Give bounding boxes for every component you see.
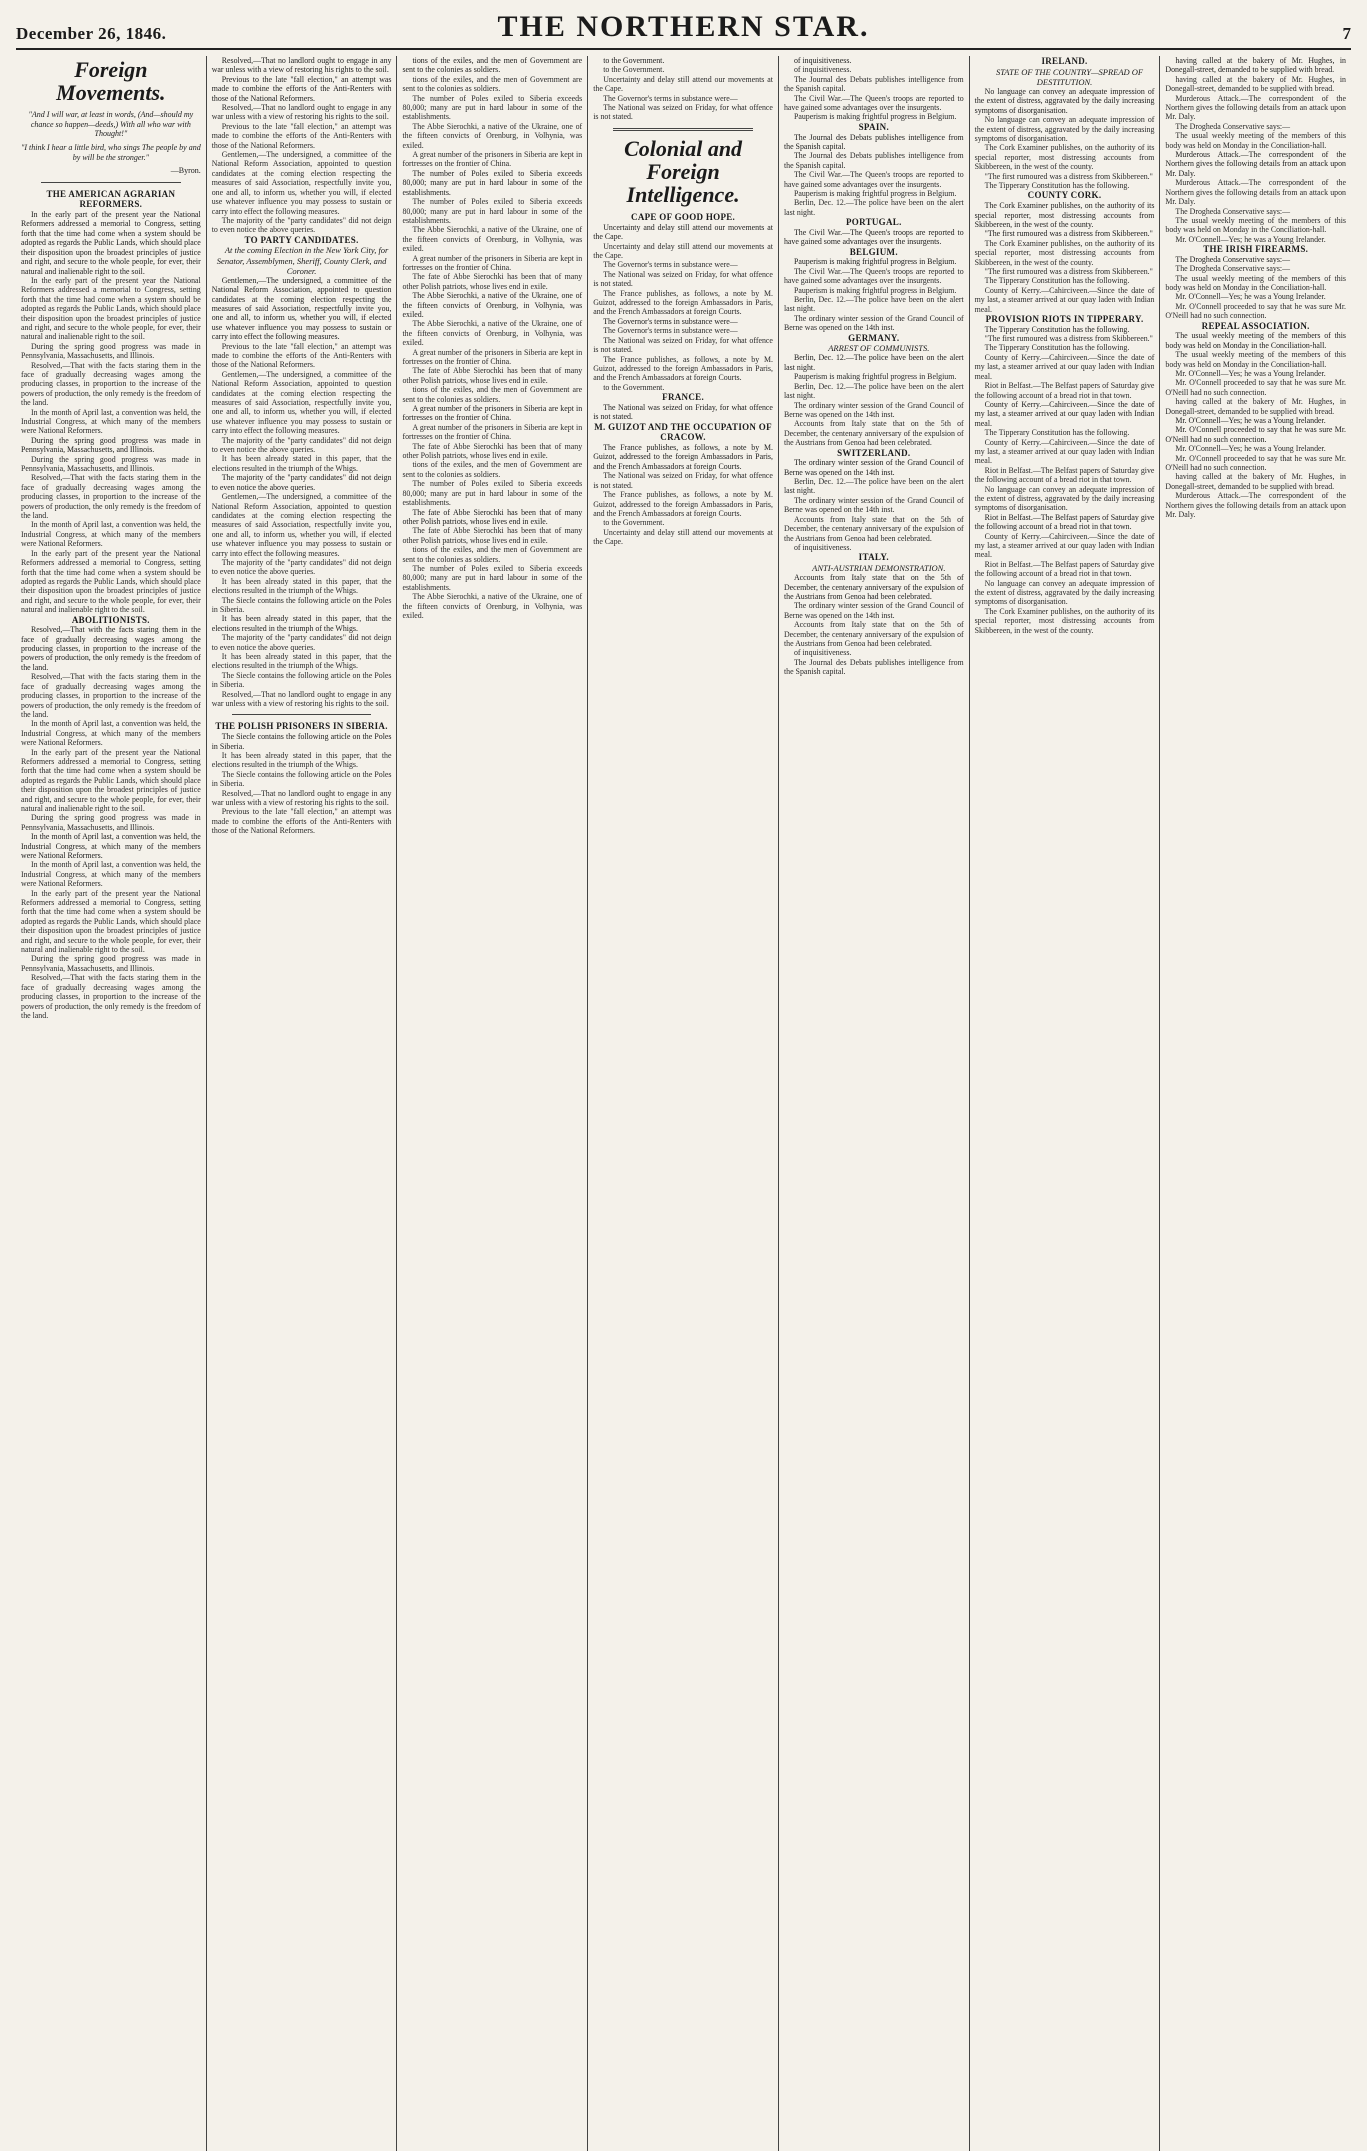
body-text-line: The ordinary winter session of the Grand Council of Berne was opened on the 14th inst. bbox=[783, 313, 964, 333]
article-paragraph: Gentlemen,—The undersigned, a committee of the National Reform Association, appointed to question candidates at the coming election respecting the measures of said Association, respectfully invite you, one and all, to inform us, whether you will, if elected use whatever influence you may possess to sustain or carry into effect the following measures. bbox=[211, 275, 392, 342]
body-text-line: In the early part of the present year the National Reformers addressed a memorial to Congress, setting forth that the time had come when a system should be adopted as regards the Public Lands, which should place their disposition upon the broadest principles of justice and right, and secure to the whole people, for ever, their natural and inalienable right to the soil. bbox=[21, 275, 201, 342]
body-text-line: The Tipperary Constitution has the following. bbox=[984, 428, 1130, 438]
body-text-line: During the spring good progress was made in Pennsylvania, Massachusetts, and Illinois. bbox=[21, 954, 201, 973]
body-text-line: Previous to the late "fall election," an attempt was made to combine the efforts of the Anti-Renters with those of the National Reformers. bbox=[211, 807, 392, 836]
article-heading: BELGIUM. bbox=[849, 246, 898, 257]
article-heading: SWITZERLAND. bbox=[837, 447, 911, 458]
article-body bbox=[212, 342, 392, 474]
body-text-line: of inquisitiveness. bbox=[793, 65, 852, 75]
body-text-line: No language can convey an adequate impression of the extent of distress, aggravated by the daily increasing symptoms of disorganisation. bbox=[974, 115, 1155, 143]
body-text-line: Gentlemen,—The undersigned, a committee of the National Reform Association, appointed to question candidates at the coming election respecting the measures of said Association, respectfully invite you, one and all, to inform us, whether you will, if elected use whatever influence you may possess to sustain or carry into effect the following measures. bbox=[211, 369, 392, 436]
column-6 bbox=[970, 56, 1161, 2151]
body-text-line: The Cork Examiner publishes, on the authority of its special reporter, most distressing accounts from Skibbereen, in the west of the county. bbox=[974, 606, 1155, 635]
article-body bbox=[784, 151, 964, 217]
columns bbox=[16, 56, 1351, 2151]
article-paragraph: The Drogheda Conservative says:— bbox=[1175, 254, 1291, 264]
body-text-line: County of Kerry.—Cahirciveen.—Since the date of my last, a steamer arrived at our quay laden with Indian meal. bbox=[974, 285, 1155, 314]
article-paragraph: Murderous Attack.—The correspondent of the Northern gives the following details from an attack upon Mr. Daly. bbox=[1165, 150, 1346, 178]
body-text-line: The number of Poles exiled to Siberia exceeds 80,000; many are put in hard labour in some of the establishments. bbox=[402, 563, 583, 592]
article-paragraph: The usual weekly meeting of the members of this body was held on Monday in the Conciliation-hall. bbox=[1165, 331, 1346, 350]
article-heading: PORTUGAL. bbox=[845, 217, 902, 228]
body-text-line: Murderous Attack.—The correspondent of the Northern gives the following details from an attack upon Mr. Daly. bbox=[1165, 178, 1346, 207]
body-text-line: County of Kerry.—Cahirciveen.—Since the date of my last, a steamer arrived at our quay laden with Indian meal. bbox=[974, 352, 1155, 381]
article-paragraph: "The first rumoured was a distress from Skibbereen." bbox=[984, 229, 1153, 239]
newspaper-title: THE NORTHERN STAR. bbox=[497, 10, 870, 43]
body-text-line: having called at the bakery of Mr. Hughes, in Donegall-street, demanded to be supplied with bread. bbox=[1165, 74, 1346, 94]
body-text-line: having called at the bakery of Mr. Hughes, in Donegall-street, demanded to be supplied with bread. bbox=[1165, 397, 1346, 416]
article-paragraph: It has been already stated in this paper, that the elections resulted in the triumph of the Whigs. bbox=[211, 614, 392, 633]
article-paragraph: The number of Poles exiled to Siberia exceeds 80,000; many are put in hard labour in some of the establishments. bbox=[402, 168, 583, 197]
body-text-line: Previous to the late "fall election," an attempt was made to combine the efforts of the Anti-Renters with those of the National Reformers. bbox=[211, 341, 392, 370]
body-text-line: The majority of the "party candidates" did not deign to even notice the above queries. bbox=[211, 435, 392, 455]
body-text-line: to the Government. bbox=[603, 65, 665, 75]
article-paragraph: Resolved,—That with the facts staring them in the face of gradually decreasing wages among the producing classes, in proportion to the increase of the powers of production, the only remedy is the freedom of the land. bbox=[21, 625, 201, 672]
body-text-line: tions of the exiles, and the men of Government are sent to the colonies as soldiers. bbox=[402, 385, 583, 404]
body-text-line: The fate of Abbe Sierochki has been that of many other Polish patriots, whose lives end in exile. bbox=[402, 272, 583, 291]
page-number: 7 bbox=[1342, 24, 1351, 43]
article-heading: IRELAND. bbox=[1041, 56, 1088, 66]
article-body bbox=[212, 633, 392, 708]
article-subtitle: ARREST OF COMMUNISTS. bbox=[828, 343, 930, 354]
article-body bbox=[402, 75, 582, 169]
body-text-line: The Journal des Debats publishes intelligence from the Spanish capital. bbox=[783, 74, 964, 94]
article-body bbox=[784, 601, 964, 676]
article-paragraph: The Siecle contains the following article on the Poles in Siberia. bbox=[211, 732, 392, 751]
body-text-line: Riot in Belfast.—The Belfast papers of Saturday give the following account of a bread riot in that town. bbox=[974, 559, 1155, 579]
article-heading: SPAIN. bbox=[858, 121, 889, 132]
article-paragraph: County of Kerry.—Cahirciveen.—Since the date of my last, a steamer arrived at our quay laden with Indian meal. bbox=[974, 399, 1155, 428]
body-text-line: The France publishes, as follows, a note by M. Guizot, addressed to the foreign Ambassadors in Paris, and the French Ambassadors at foreign Courts. bbox=[593, 288, 773, 317]
body-text-line: Resolved,—That with the facts staring them in the face of gradually decreasing wages among the producing classes, in proportion to the increase of the powers of production, the only remedy is the freedom of the land. bbox=[21, 672, 201, 719]
article-body bbox=[975, 334, 1155, 400]
body-text-line: Mr. O'Connell—Yes; he was a Young Irelander. bbox=[1175, 444, 1326, 454]
column-2 bbox=[207, 56, 398, 2151]
article-subheading: TO PARTY CANDIDATES. bbox=[244, 234, 359, 245]
article-paragraph: The France publishes, as follows, a note by M. Guizot, addressed to the foreign Ambassadors in Paris, and the French Ambassadors at foreign Courts. bbox=[593, 443, 773, 471]
body-text-line: The Abbe Sierochki, a native of the Ukraine, one of the fifteen convicts of Orenburg, in Volhynia, was exiled. bbox=[402, 319, 583, 348]
article-body bbox=[212, 492, 392, 614]
body-text-line: Murderous Attack.—The correspondent of the Northern gives the following details from an attack upon Mr. Daly. bbox=[1165, 93, 1346, 122]
column-4 bbox=[588, 56, 779, 2151]
masthead bbox=[16, 0, 1351, 50]
body-text-line: Mr. O'Connell—Yes; he was a Young Irelander. bbox=[1175, 234, 1326, 244]
article-paragraph: Mr. O'Connell proceeded to say that he was sure Mr. O'Neill had no such connection. bbox=[1165, 425, 1346, 444]
article-heading: THE IRISH FIREARMS. bbox=[1203, 244, 1309, 255]
body-text-line: "The first rumoured was a distress from Skibbereen." bbox=[984, 266, 1153, 276]
article-body bbox=[593, 326, 773, 392]
divider bbox=[41, 182, 181, 183]
body-text-line: In the early part of the present year the National Reformers addressed a memorial to Congress, setting forth that the time had come when a system should be adopted as regards the Public Lands, which should place their disposition upon the broadest principles of justice and right, and secure to the whole people, for ever, their natural and inalienable right to the soil. bbox=[21, 747, 201, 813]
body-text-line: Berlin, Dec. 12.—The police have been on the alert last night. bbox=[783, 477, 964, 496]
article-paragraph: tions of the exiles, and the men of Government are sent to the colonies as soldiers. bbox=[402, 56, 583, 75]
issue-date: December 26, 1846. bbox=[16, 24, 167, 43]
body-text-line: Uncertainty and delay still attend our movements at the Cape. bbox=[593, 241, 773, 261]
body-text-line: Resolved,—That no landlord ought to engage in any war unless with a view of restoring his rights to the soil. bbox=[211, 103, 392, 122]
body-text-line: Previous to the late "fall election," an attempt was made to combine the efforts of the Anti-Renters with those of the National Reformers. bbox=[211, 121, 392, 150]
body-text-line: The National was seized on Friday, for what offence is not stated. bbox=[593, 269, 773, 289]
article-heading: GERMANY. bbox=[848, 332, 900, 343]
article-body bbox=[593, 471, 773, 546]
body-text-line: The fate of Abbe Sierochki has been that of many other Polish patriots, whose lives end in exile. bbox=[402, 441, 583, 461]
body-text-line: In the month of April last, a convention was held, the Industrial Congress, at which many of the members were National Reformers. bbox=[21, 520, 201, 549]
article-body bbox=[784, 372, 964, 447]
article-paragraph: The Governor's terms in substance were— bbox=[603, 316, 738, 326]
article-paragraph: Pauperism is making frightful progress in Belgium. bbox=[793, 257, 957, 267]
body-text-line: The Drogheda Conservative says:— bbox=[1175, 206, 1291, 216]
body-text-line: The majority of the "party candidates" did not deign to even notice the above queries. bbox=[211, 215, 392, 235]
body-text-line: The Tipperary Constitution has the following. bbox=[984, 343, 1130, 353]
article-body bbox=[1165, 350, 1346, 416]
body-text-line: The majority of the "party candidates" did not deign to even notice the above queries. bbox=[211, 633, 392, 652]
section-heading-foreign-movements: Foreign Movements. bbox=[56, 57, 166, 106]
body-text-line: The ordinary winter session of the Grand Council of Berne was opened on the 14th inst. bbox=[783, 400, 964, 419]
body-text-line: Berlin, Dec. 12.—The police have been on the alert last night. bbox=[783, 295, 964, 314]
body-text-line: The Abbe Sierochki, a native of the Ukraine, one of the fifteen convicts of Orenburg, in Volhynia, was exiled. bbox=[402, 225, 583, 254]
article-paragraph: The Cork Examiner publishes, on the authority of its special reporter, most distressing accounts from Skibbereen, in the west of the county. bbox=[974, 201, 1155, 229]
body-text-line: Pauperism is making frightful progress in Belgium. bbox=[793, 112, 957, 122]
article-paragraph: Previous to the late "fall election," an attempt was made to combine the efforts of the Anti-Renters with those of the National Reformers. bbox=[211, 74, 392, 103]
article-body bbox=[593, 242, 773, 317]
body-text-line: Gentlemen,—The undersigned, a committee of the National Reform Association, appointed to question candidates at the coming election respecting the measures of said Association, respectfully invite you, one and all, to inform us, whether you will, if elected use whatever influence you may possess to sustain or carry into effect the following measures. bbox=[211, 150, 392, 216]
article-body bbox=[212, 751, 392, 836]
body-text-line: The fate of Abbe Sierochki has been that of many other Polish patriots, whose lives end in exile. bbox=[402, 526, 583, 545]
body-text-line: The Governor's terms in substance were— bbox=[603, 326, 738, 336]
body-text-line: Mr. O'Connell proceeded to say that he was sure Mr. O'Neill had no such connection. bbox=[1165, 378, 1346, 397]
epigraph-attribution: —Byron. bbox=[170, 166, 201, 176]
article-body bbox=[21, 455, 201, 615]
body-text-line: The Cork Examiner publishes, on the authority of its special reporter, most distressing accounts from Skibbereen, in the west of the county. bbox=[974, 143, 1155, 172]
body-text-line: The usual weekly meeting of the members of this body was held on Monday in the Conciliation-hall. bbox=[1165, 215, 1346, 235]
body-text-line: The Journal des Debats publishes intelligence from the Spanish capital. bbox=[783, 151, 964, 170]
body-text-line: Berlin, Dec. 12.—The police have been on the alert last night. bbox=[783, 198, 964, 217]
article-subtitle: At the coming Election in the New York City, for Senator, Assemblymen, Sheriff, County Clerk, and Coroner. bbox=[216, 245, 389, 276]
body-text-line: The usual weekly meeting of the members of this body was held on Monday in the Conciliation-hall. bbox=[1165, 273, 1346, 293]
body-text-line: of inquisitiveness. bbox=[793, 542, 852, 552]
article-body bbox=[1165, 264, 1346, 320]
body-text-line: Riot in Belfast.—The Belfast papers of Saturday give the following account of a bread riot in that town. bbox=[974, 465, 1155, 485]
article-body bbox=[402, 423, 582, 508]
article-body bbox=[212, 103, 392, 235]
body-text-line: The Civil War.—The Queen's troops are reported to have gained some advantages over the insurgents. bbox=[783, 93, 964, 113]
body-text-line: The Tipperary Constitution has the following. bbox=[984, 276, 1130, 286]
body-text-line: Murderous Attack.—The correspondent of the Northern gives the following details from an attack upon Mr. Daly. bbox=[1165, 491, 1346, 520]
article-paragraph: The majority of the "party candidates" did not deign to even notice the above queries. bbox=[211, 473, 392, 492]
body-text-line: tions of the exiles, and the men of Government are sent to the colonies as soldiers. bbox=[402, 74, 583, 94]
body-text-line: The Civil War.—The Queen's troops are reported to have gained some advantages over the insurgents. bbox=[783, 170, 964, 189]
body-text-line: tions of the exiles, and the men of Government are sent to the colonies as soldiers. bbox=[402, 460, 583, 479]
article-subtitle: ANTI-AUSTRIAN DEMONSTRATION. bbox=[812, 563, 946, 574]
article-body bbox=[21, 672, 201, 832]
article-heading: FRANCE. bbox=[662, 392, 704, 403]
body-text-line: The number of Poles exiled to Siberia exceeds 80,000; many are put in hard labour in some of the establishments. bbox=[402, 479, 583, 508]
body-text-line: Accounts from Italy state that on the 5th of December, the centenary anniversary of the expulsion of the Austrians from Genoa had been celebrated. bbox=[783, 419, 964, 448]
body-text-line: "The first rumoured was a distress from Skibbereen." bbox=[984, 171, 1153, 181]
article-paragraph: to the Government. bbox=[603, 56, 665, 65]
body-text-line: The National was seized on Friday, for what offence is not stated. bbox=[593, 471, 773, 490]
body-text-line: During the spring good progress was made in Pennsylvania, Massachusetts, and Illinois. bbox=[21, 813, 201, 832]
article-body bbox=[21, 860, 201, 1020]
body-text-line: "The first rumoured was a distress from Skibbereen." bbox=[984, 334, 1153, 344]
article-heading: REPEAL ASSOCIATION. bbox=[1201, 320, 1310, 331]
body-text-line: The number of Poles exiled to Siberia exceeds 80,000; many are put in hard labour in some of the establishments. bbox=[402, 93, 583, 122]
article-paragraph: A great number of the prisoners in Siberia are kept in fortresses on the frontier of China. bbox=[402, 404, 583, 423]
body-text-line: The Tipperary Constitution has the following. bbox=[984, 180, 1130, 190]
article-body bbox=[975, 115, 1155, 190]
body-text-line: In the month of April last, a convention was held, the Industrial Congress, at which many of the members were National Reformers. bbox=[21, 860, 201, 889]
body-text-line: of inquisitiveness. bbox=[793, 648, 852, 658]
body-text-line: The National was seized on Friday, for what offence is not stated. bbox=[593, 335, 773, 355]
body-text-line: Pauperism is making frightful progress in Belgium. bbox=[793, 372, 957, 382]
body-text-line: A great number of the prisoners in Siberia are kept in fortresses on the frontier of China. bbox=[402, 150, 583, 169]
article-heading: THE POLISH PRISONERS IN SIBERIA. bbox=[215, 721, 388, 732]
article-paragraph: During the spring good progress was made in Pennsylvania, Massachusetts, and Illinois. bbox=[21, 435, 201, 455]
body-text-line: Uncertainty and delay still attend our movements at the Cape. bbox=[593, 74, 773, 94]
body-text-line: to the Government. bbox=[603, 382, 665, 392]
body-text-line: The ordinary winter session of the Grand Council of Berne was opened on the 14th inst. bbox=[783, 601, 964, 620]
article-heading: M. GUIZOT AND THE OCCUPATION OF CRACOW. bbox=[594, 421, 772, 443]
article-body bbox=[1165, 75, 1346, 150]
body-text-line: Gentlemen,—The undersigned, a committee of the National Reform Association, appointed to question candidates at the coming election respecting the measures of said Association, respectfully invite you, one and all, to inform us, whether you will, if elected use whatever influence you may possess to sustain or carry into effect the following measures. bbox=[211, 492, 392, 558]
article-body bbox=[784, 65, 964, 121]
body-text-line: Pauperism is making frightful progress in Belgium. bbox=[793, 188, 957, 198]
body-text-line: The Civil War.—The Queen's troops are reported to have gained some advantages over the insurgents. bbox=[783, 266, 964, 286]
body-text-line: A great number of the prisoners in Siberia are kept in fortresses on the frontier of China. bbox=[402, 347, 583, 366]
article-body bbox=[402, 526, 582, 620]
body-text-line: The Journal des Debats publishes intelligence from the Spanish capital. bbox=[783, 657, 964, 677]
article-paragraph: The Abbe Sierochki, a native of the Ukraine, one of the fifteen convicts of Orenburg, in Volhynia, was exiled. bbox=[402, 291, 583, 319]
body-text-line: The Siecle contains the following article on the Poles in Siberia. bbox=[211, 670, 392, 690]
body-text-line: Accounts from Italy state that on the 5th of December, the centenary anniversary of the expulsion of the Austrians from Genoa had been celebrated. bbox=[783, 620, 964, 648]
body-text-line: Berlin, Dec. 12.—The police have been on the alert last night. bbox=[783, 381, 964, 401]
body-text-line: tions of the exiles, and the men of Government are sent to the colonies as soldiers. bbox=[402, 545, 583, 564]
article-paragraph: Berlin, Dec. 12.—The police have been on the alert last night. bbox=[783, 353, 964, 372]
body-text-line: In the early part of the present year the National Reformers addressed a memorial to Congress, setting forth that the time had come when a system should be adopted as regards the Public Lands, which should place their disposition upon the broadest principles of justice and right, and secure to the whole people, for ever, their natural and inalienable right to the soil. bbox=[21, 548, 201, 615]
body-text-line: Accounts from Italy state that on the 5th of December, the centenary anniversary of the expulsion of the Austrians from Genoa had been celebrated. bbox=[783, 514, 964, 543]
section-heading-colonial-foreign: Colonial and Foreign Intelligence. bbox=[624, 135, 743, 208]
article-paragraph: Mr. O'Connell—Yes; he was a Young Irelander. bbox=[1175, 416, 1326, 426]
body-text-line: The Siecle contains the following article on the Poles in Siberia. bbox=[211, 595, 392, 614]
body-text-line: to the Government. bbox=[603, 518, 665, 528]
body-text-line: Resolved,—That no landlord ought to engage in any war unless with a view of restoring his rights to the soil. bbox=[211, 788, 392, 807]
body-text-line: Pauperism is making frightful progress in Belgium. bbox=[793, 285, 957, 295]
article-paragraph: having called at the bakery of Mr. Hughes, in Donegall-street, demanded to be supplied with bread. bbox=[1165, 56, 1346, 75]
article-paragraph: The Tipperary Constitution has the following. bbox=[984, 324, 1130, 334]
body-text-line: Mr. O'Connell proceeded to say that he was sure Mr. O'Neill had no such connection. bbox=[1165, 453, 1346, 473]
body-text-line: County of Kerry.—Cahirciveen.—Since the date of my last, a steamer arrived at our quay laden with Indian meal. bbox=[974, 437, 1155, 466]
article-paragraph: of inquisitiveness. bbox=[793, 56, 852, 65]
article-paragraph: No language can convey an adequate impression of the extent of distress, aggravated by the daily increasing symptoms of disorganisation. bbox=[974, 86, 1155, 115]
article-paragraph: In the early part of the present year the National Reformers addressed a memorial to Congress, setting forth that the time had come when a system should be adopted as regards the Public Lands, which should place their disposition upon the broadest principles of justice and right, and secure to the whole people, for ever, their natural and inalienable right to the soil. bbox=[21, 210, 201, 276]
body-text-line: The Siecle contains the following article on the Poles in Siberia. bbox=[211, 769, 392, 789]
article-subheading: ABOLITIONISTS. bbox=[71, 614, 150, 625]
column-3 bbox=[397, 56, 588, 2151]
body-text-line: The France publishes, as follows, a note by M. Guizot, addressed to the foreign Ambassadors in Paris, and the French Ambassadors at foreign Courts. bbox=[593, 354, 773, 383]
body-text-line: The Drogheda Conservative says:— bbox=[1175, 264, 1291, 274]
body-text-line: Mr. O'Connell—Yes; he was a Young Irelander. bbox=[1175, 369, 1326, 378]
article-paragraph: The National was seized on Friday, for what offence is not stated. bbox=[593, 402, 773, 422]
body-text-line: The usual weekly meeting of the members of this body was held on Monday in the Conciliation-hall. bbox=[1165, 131, 1346, 150]
body-text-line: Riot in Belfast.—The Belfast papers of Saturday give the following account of a bread riot in that town. bbox=[974, 381, 1155, 400]
body-text-line: Uncertainty and delay still attend our movements at the Cape. bbox=[593, 527, 773, 547]
body-text-line: having called at the bakery of Mr. Hughes, in Donegall-street, demanded to be supplied with bread. bbox=[1165, 472, 1346, 491]
column-1 bbox=[16, 56, 207, 2151]
article-paragraph: Resolved,—That no landlord ought to engage in any war unless with a view of restoring his rights to the soil. bbox=[211, 56, 392, 75]
article-paragraph: In the month of April last, a convention was held, the Industrial Congress, at which many of the members were National Reformers. bbox=[21, 832, 201, 860]
article-body bbox=[1165, 178, 1346, 244]
body-text-line: It has been already stated in this paper, that the elections resulted in the triumph of the Whigs. bbox=[211, 576, 392, 596]
body-text-line: The Drogheda Conservative says:— bbox=[1175, 121, 1291, 131]
column-5 bbox=[779, 56, 970, 2151]
epigraph-verse-2: "I think I hear a little bird, who sings The people by and by will be the stronger." bbox=[21, 142, 201, 162]
body-text-line: A great number of the prisoners in Siberia are kept in fortresses on the frontier of China. bbox=[402, 253, 583, 272]
body-text-line: The Cork Examiner publishes, on the authority of its special reporter, most distressing accounts from Skibbereen, in the west of the county. bbox=[974, 238, 1155, 267]
article-body bbox=[21, 276, 201, 436]
article-body bbox=[1165, 444, 1346, 519]
body-text-line: The number of Poles exiled to Siberia exceeds 80,000; many are put in hard labour in some of the establishments. bbox=[402, 197, 583, 225]
body-text-line: No language can convey an adequate impression of the extent of distress, aggravated by the daily increasing symptoms of disorganisation. bbox=[974, 578, 1155, 607]
divider bbox=[232, 714, 372, 715]
article-paragraph: The Journal des Debats publishes intelligence from the Spanish capital. bbox=[783, 132, 964, 151]
article-heading: ITALY. bbox=[858, 552, 889, 563]
body-text-line: The Abbe Sierochki, a native of the Ukraine, one of the fifteen convicts of Orenburg, in Volhynia, was exiled. bbox=[402, 592, 583, 620]
body-text-line: The usual weekly meeting of the members of this body was held on Monday in the Conciliation-hall. bbox=[1165, 350, 1346, 369]
article-body bbox=[593, 65, 773, 121]
body-text-line: The majority of the "party candidates" did not deign to even notice the above queries. bbox=[211, 557, 392, 577]
body-text-line: The fate of Abbe Sierochki has been that of many other Polish patriots, whose lives end in exile. bbox=[402, 366, 583, 385]
body-text-line: The Governor's terms in substance were— bbox=[603, 260, 738, 270]
body-text-line: It has been already stated in this paper, that the elections resulted in the triumph of the Whigs. bbox=[211, 652, 392, 671]
body-text-line: The National was seized on Friday, for what offence is not stated. bbox=[593, 103, 773, 122]
body-text-line: The Governor's terms in substance were— bbox=[603, 93, 738, 103]
body-text-line: During the spring good progress was made in Pennsylvania, Massachusetts, and Illinois. bbox=[21, 341, 201, 361]
epigraph-verse-1: "And I will war, at least in words, (And—should my chance so happen—deeds,) With all who war with Thought!" bbox=[28, 110, 194, 139]
article-body bbox=[975, 532, 1155, 635]
body-text-line: A great number of the prisoners in Siberia are kept in fortresses on the frontier of China. bbox=[402, 422, 583, 442]
article-heading: PROVISION RIOTS IN TIPPERARY. bbox=[985, 313, 1144, 324]
body-text-line: The ordinary winter session of the Grand Council of Berne was opened on the 14th inst. bbox=[783, 495, 964, 515]
article-body bbox=[402, 197, 582, 291]
body-text-line: Resolved,—That with the facts staring them in the face of gradually decreasing wages among the producing classes, in proportion to the increase of the powers of production, the only remedy is the freedom of the land. bbox=[21, 973, 201, 1020]
body-text-line: Resolved,—That with the facts staring them in the face of gradually decreasing wages among the producing classes, in proportion to the increase of the powers of production, the only remedy is the freedom of the land. bbox=[21, 473, 201, 521]
body-text-line: The France publishes, as follows, a note by M. Guizot, addressed to the foreign Ambassadors in Paris, and the French Ambassadors at foreign Courts. bbox=[593, 490, 773, 518]
article-paragraph: The Civil War.—The Queen's troops are reported to have gained some advantages over the insurgents. bbox=[783, 227, 964, 247]
body-text-line: Mr. O'Connell proceeded to say that he was sure Mr. O'Neill had no such connection. bbox=[1165, 301, 1346, 321]
body-text-line: Mr. O'Connell—Yes; he was a Young Irelander. bbox=[1175, 292, 1326, 302]
article-body bbox=[975, 428, 1155, 513]
body-text-line: Resolved,—That with the facts staring them in the face of gradually decreasing wages among the producing classes, in proportion to the increase of the powers of production, the only remedy is the freedom of the land. bbox=[21, 360, 201, 408]
article-subtitle: STATE OF THE COUNTRY—SPREAD OF DESTITUTION. bbox=[995, 66, 1144, 87]
article-body bbox=[784, 267, 964, 333]
body-text-line: It has been already stated in this paper, that the elections resulted in the triumph of the Whigs. bbox=[211, 454, 392, 473]
body-text-line: The Abbe Sierochki, a native of the Ukraine, one of the fifteen convicts of Orenburg, in Volhynia, was exiled. bbox=[402, 121, 583, 150]
article-paragraph: The fate of Abbe Sierochki has been that of many other Polish patriots, whose lives end in exile. bbox=[402, 507, 583, 526]
article-body bbox=[402, 319, 582, 404]
article-paragraph: Accounts from Italy state that on the 5th of December, the centenary anniversary of the expulsion of the Austrians from Genoa had been celebrated. bbox=[783, 573, 964, 601]
article-paragraph: The ordinary winter session of the Grand Council of Berne was opened on the 14th inst. bbox=[783, 458, 964, 477]
article-paragraph: Riot in Belfast.—The Belfast papers of Saturday give the following account of a bread riot in that town. bbox=[974, 512, 1155, 532]
article-body bbox=[784, 477, 964, 552]
article-body bbox=[975, 239, 1155, 314]
body-text-line: No language can convey an adequate impression of the extent of distress, aggravated by the daily increasing symptoms of disorganisation. bbox=[974, 484, 1155, 513]
divider bbox=[613, 128, 753, 131]
body-text-line: It has been already stated in this paper, that the elections resulted in the triumph of the Whigs. bbox=[211, 750, 392, 770]
body-text-line: County of Kerry.—Cahirciveen.—Since the date of my last, a steamer arrived at our quay laden with Indian meal. bbox=[974, 531, 1155, 560]
body-text-line: In the early part of the present year the National Reformers addressed a memorial to Congress, setting forth that the time had come when a system should be adopted as regards the Public Lands, which should place their disposition upon the broadest principles of justice and right, and secure to the whole people, for ever, their natural and inalienable right to the soil. bbox=[21, 888, 201, 955]
article-paragraph: Uncertainty and delay still attend our movements at the Cape. bbox=[593, 222, 773, 242]
article-heading: CAPE OF GOOD HOPE. bbox=[631, 212, 736, 223]
body-text-line: In the month of April last, a convention was held, the Industrial Congress, at which many of the members were National Reformers. bbox=[21, 407, 201, 436]
body-text-line: In the month of April last, a convention was held, the Industrial Congress, at which many of the members were National Reformers. bbox=[21, 719, 201, 748]
article-heading: COUNTY CORK. bbox=[1027, 190, 1102, 201]
column-7 bbox=[1160, 56, 1351, 2151]
body-text-line: During the spring good progress was made in Pennsylvania, Massachusetts, and Illinois. bbox=[21, 454, 201, 474]
body-text-line: Resolved,—That no landlord ought to engage in any war unless with a view of restoring his rights to the soil. bbox=[211, 689, 392, 709]
article-heading: THE AMERICAN AGRARIAN REFORMERS. bbox=[46, 188, 176, 210]
